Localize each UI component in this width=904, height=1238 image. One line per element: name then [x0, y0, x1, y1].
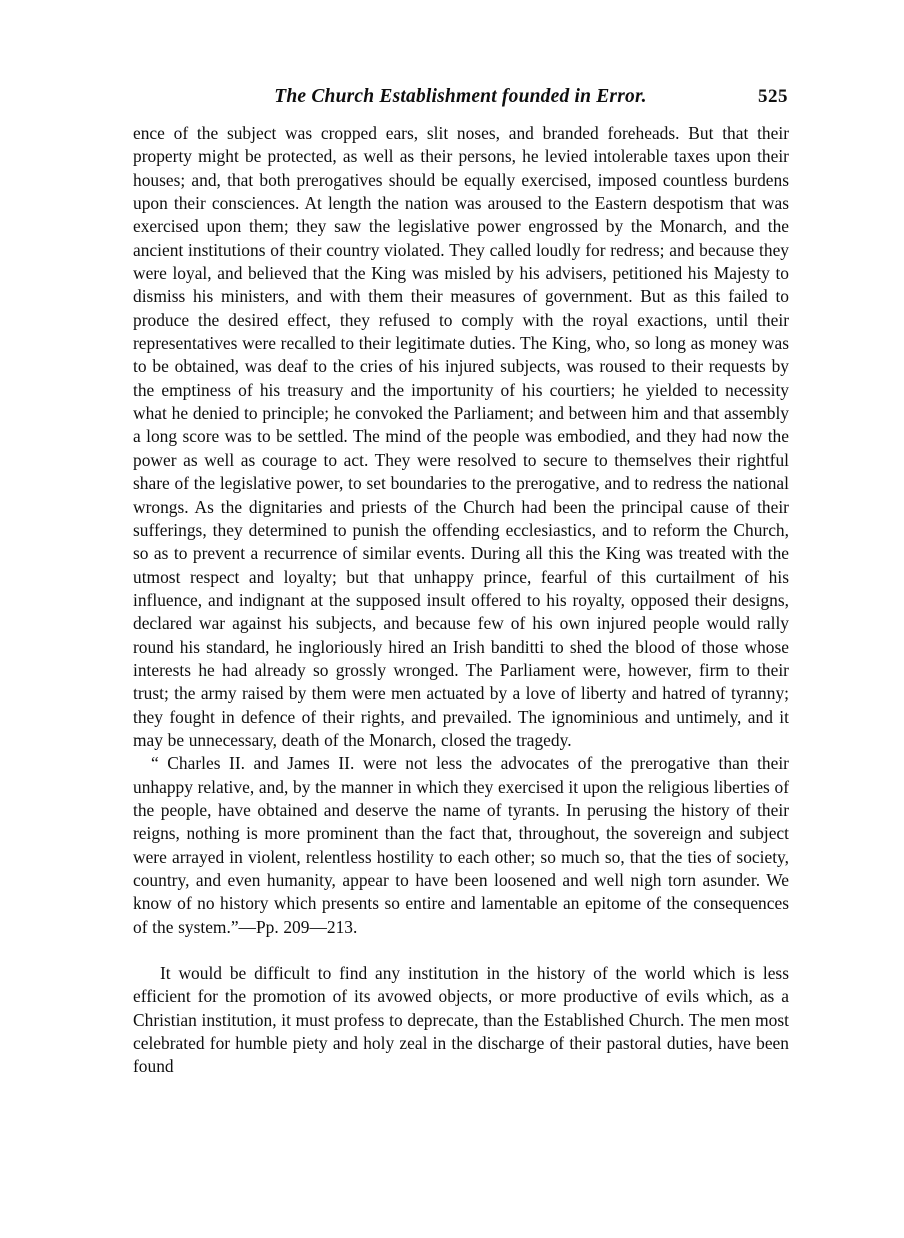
paragraph-continued: ence of the subject was cropped ears, slit noses, and branded foreheads. But that their property might be protected, as well as their persons, he levied intolerable taxes upon their houses; and, that both prerogatives should be equally exercised, imposed countless burdens upon their consciences. At length the nation was aroused to the Eastern despotism that was exercised upon them; they saw the legislative power engrossed by the Monarch, and the ancient institutions of their country violated. They called loudly for redress; and because they were loyal, and believed that the King was misled by his advisers, petitioned his Majesty to dismiss his ministers, and with them their measures of government. But as this failed to produce the desired effect, they refused to comply with the royal exactions, until their representatives were recalled to their legitimate duties. The King, who, so long as money was to be obtained, was deaf to the cries of his injured subjects, was roused to their requests by the emptiness of his treasury and the importunity of his courtiers; he yielded to necessity what he denied to principle; he convoked the Parliament; and between him and that assembly a long score was to be settled. The mind of the people was embodied, and they had now the power as well as courage to act. They were resolved to secure to themselves their rightful share of the legislative power, to set boundaries to the prerogative, and to redress the national wrongs. As the dignitaries and priests of the Church had been the principal cause of their sufferings, they determined to punish the offending ecclesiastics, and to reform the Church, so as to prevent a recurrence of similar events. During all this the King was treated with the utmost respect and loyalty; but that unhappy prince, fearful of this curtailment of his influence, and indignant at the supposed insult offered to his royalty, opposed their designs, declared war against his subjects, and because few of his own injured people would rally round his standard, he ingloriously hired an Irish banditti to shed the blood of those whose interests he had already so grossly wronged. The Parliament were, however, firm to their trust; the army raised by them were men actuated by a love of liberty and hatred of tyranny; they fought in defence of their rights, and prevailed. The ignominious and untimely, and it may be unnecessary, death of the Monarch, closed the tragedy. — [133, 123, 789, 750]
page-number: 525 — [758, 86, 788, 107]
running-head — [133, 86, 788, 112]
paragraph-final: It would be difficult to find any institution in the history of the world which is less efficient for the promotion of its avowed objects, or more productive of evils which, as a Christian institution, it must profess to deprecate, than the Established Church. The men most celebrated for humble piety and holy zeal in the discharge of their pastoral duties, have been found — [133, 963, 789, 1077]
running-head-title: The Church Establishment founded in Error. — [274, 86, 647, 107]
paragraph-quotation: “ Charles II. and James II. were not less the advocates of the prerogative than their unhappy relative, and, by the manner in which they exercised it upon the religious liberties of the people, have obtained and deserve the name of tyrants. In perusing the history of their reigns, nothing is more prominent than the fact that, throughout, the sovereign and subject were arrayed in violent, relentless hostility to each other; so much so, that the ties of society, country, and even humanity, appear to have been loosened and well nigh torn asunder. We know of no history which presents so entire and lamentable an epitome of the consequences of the system.”—Pp. 209—213. — [133, 753, 789, 937]
body-text-block — [133, 122, 789, 1079]
